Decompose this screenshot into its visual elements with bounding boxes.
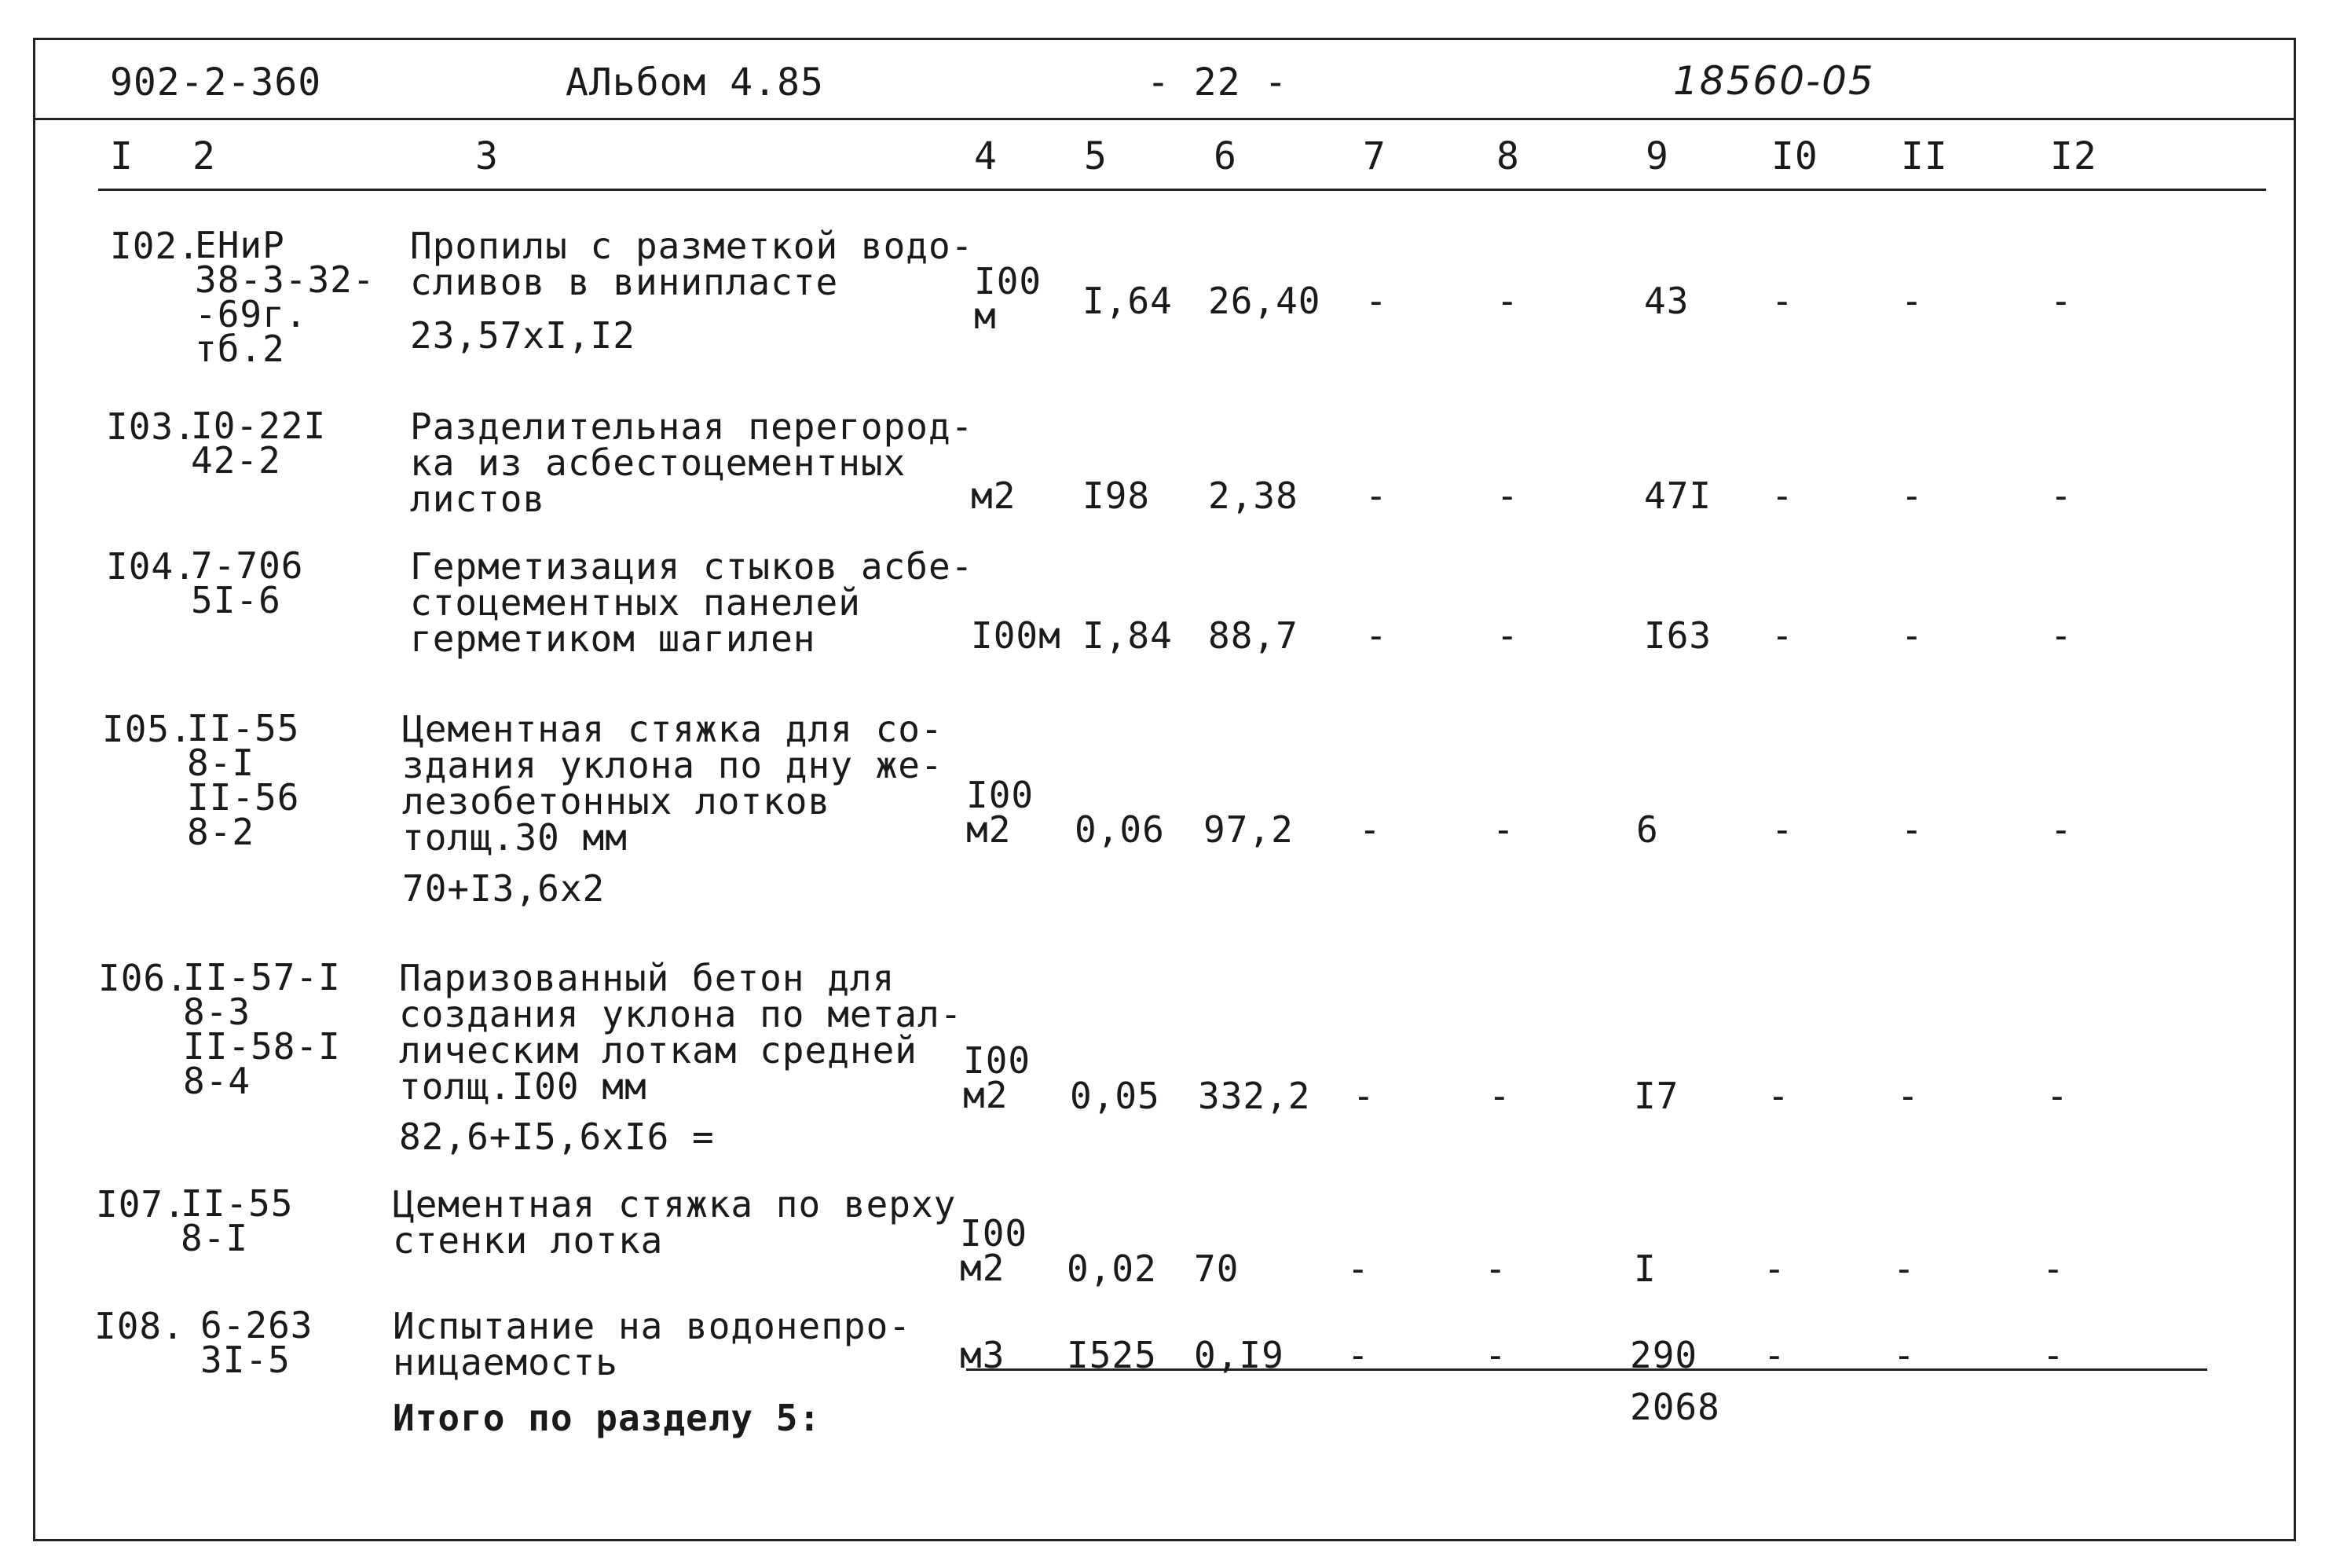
column-header-2: 2 xyxy=(192,134,216,178)
total-cost: 290 xyxy=(1630,1334,1698,1376)
quantity: I98 xyxy=(1082,474,1151,517)
column-12-value: - xyxy=(2042,1334,2065,1376)
work-description: Цементная стяжка для со- здания уклона по дну же- лезобетонных лотков толщ.30 мм xyxy=(402,708,943,859)
column-8-value: - xyxy=(1489,1075,1511,1117)
column-8-value: - xyxy=(1485,1247,1507,1290)
unit: I00 м xyxy=(974,260,1042,337)
archive-stamp: 18560-05 xyxy=(1673,58,1875,104)
quantity: I,84 xyxy=(1082,614,1173,657)
column-11-value: - xyxy=(1893,1334,1916,1376)
column-header-7: 7 xyxy=(1363,134,1386,178)
norm-code: I0-22I 42-2 xyxy=(191,405,327,482)
row-number: I06. xyxy=(98,957,189,999)
total-cost: I7 xyxy=(1634,1075,1679,1117)
section-total-value: 2068 xyxy=(1630,1386,1720,1428)
quantity-formula: 82,6+I5,6хI6 = xyxy=(399,1116,715,1158)
quantity-formula: 23,57хI,I2 xyxy=(410,314,635,357)
unit: м3 xyxy=(960,1334,1005,1376)
row-number: I07. xyxy=(96,1183,186,1225)
work-description: Разделительная перегород- ка из асбестоцементных листов xyxy=(410,405,974,520)
row-number: I04. xyxy=(106,545,196,588)
quantity: I525 xyxy=(1067,1334,1157,1376)
norm-code: ЕНиР 38-3-32- -69г. тб.2 xyxy=(195,224,375,370)
column-header-divider xyxy=(98,189,2266,191)
column-10-value: - xyxy=(1771,474,1794,517)
row-number: I03. xyxy=(106,405,196,448)
work-description: Паризованный бетон для создания уклона по метал- лическим лоткам средней толщ.I00 мм xyxy=(399,957,963,1108)
column-11-value: - xyxy=(1893,1247,1916,1290)
total-cost: I xyxy=(1634,1247,1657,1290)
quantity: 0,06 xyxy=(1075,808,1165,851)
column-10-value: - xyxy=(1771,614,1794,657)
column-12-value: - xyxy=(2050,474,2073,517)
column-12-value: - xyxy=(2050,808,2073,851)
norm-code: II-55 8-I xyxy=(181,1182,294,1259)
column-7-value: - xyxy=(1359,808,1382,851)
header-divider xyxy=(33,118,2294,120)
column-10-value: - xyxy=(1771,808,1794,851)
column-8-value: - xyxy=(1492,808,1515,851)
album-label: АЛьбом 4.85 xyxy=(566,60,824,104)
column-12-value: - xyxy=(2050,280,2073,322)
column-7-value: - xyxy=(1353,1075,1375,1117)
column-11-value: - xyxy=(1897,1075,1920,1117)
total-cost: 47I xyxy=(1644,474,1712,517)
norm-code: 7-706 5I-6 xyxy=(191,544,304,621)
page-number: - 22 - xyxy=(1147,60,1288,104)
unit: I00м xyxy=(971,614,1061,657)
unit: I00 м2 xyxy=(966,774,1035,851)
column-10-value: - xyxy=(1763,1334,1786,1376)
column-11-value: - xyxy=(1901,808,1924,851)
quantity: I,64 xyxy=(1082,280,1173,322)
total-cost: 43 xyxy=(1644,280,1690,322)
column-header-4: 4 xyxy=(974,134,998,178)
column-8-value: - xyxy=(1496,474,1519,517)
column-12-value: - xyxy=(2050,614,2073,657)
work-description: Пропилы с разметкой водо- сливов в винипласте xyxy=(410,225,974,303)
column-10-value: - xyxy=(1767,1075,1790,1117)
column-11-value: - xyxy=(1901,614,1924,657)
total-cost: I63 xyxy=(1644,614,1712,657)
document-code: 902-2-360 xyxy=(110,60,322,104)
column-11-value: - xyxy=(1901,474,1924,517)
unit: I00 м2 xyxy=(960,1212,1028,1289)
column-11-value: - xyxy=(1901,280,1924,322)
column-header-12: I2 xyxy=(2050,134,2097,178)
quantity: 0,02 xyxy=(1067,1247,1157,1290)
row-number: I08. xyxy=(94,1305,185,1347)
column-10-value: - xyxy=(1771,280,1794,322)
section-total-label: Итого по разделу 5: xyxy=(393,1397,822,1439)
unit-price: 70 xyxy=(1194,1247,1240,1290)
column-8-value: - xyxy=(1485,1334,1507,1376)
column-header-3: 3 xyxy=(475,134,499,178)
unit-price: 26,40 xyxy=(1208,280,1321,322)
column-header-11: II xyxy=(1901,134,1948,178)
quantity: 0,05 xyxy=(1070,1075,1160,1117)
column-10-value: - xyxy=(1763,1247,1786,1290)
column-7-value: - xyxy=(1365,280,1388,322)
column-7-value: - xyxy=(1347,1334,1370,1376)
work-description: Испытание на водонепро- ницаемость xyxy=(393,1305,911,1383)
column-8-value: - xyxy=(1496,614,1519,657)
work-description: Цементная стяжка по верху стенки лотка xyxy=(393,1183,957,1262)
column-header-9: 9 xyxy=(1646,134,1669,178)
column-7-value: - xyxy=(1347,1247,1370,1290)
norm-code: 6-263 3I-5 xyxy=(200,1304,313,1381)
norm-code: II-57-I 8-3 II-58-I 8-4 xyxy=(183,956,341,1102)
work-description: Герметизация стыков асбе- стоцементных панелей герметиком шагилен xyxy=(410,545,974,660)
column-header-6: 6 xyxy=(1214,134,1237,178)
unit: I00 м2 xyxy=(963,1039,1031,1116)
unit-price: 0,I9 xyxy=(1194,1334,1284,1376)
unit: м2 xyxy=(971,474,1016,517)
column-header-5: 5 xyxy=(1084,134,1108,178)
unit-price: 97,2 xyxy=(1203,808,1294,851)
total-cost: 6 xyxy=(1636,808,1659,851)
unit-price: 88,7 xyxy=(1208,614,1298,657)
quantity-formula: 70+I3,6х2 xyxy=(402,867,606,910)
column-7-value: - xyxy=(1365,614,1388,657)
column-12-value: - xyxy=(2042,1247,2065,1290)
column-header-8: 8 xyxy=(1496,134,1520,178)
row-number: I02. xyxy=(110,225,200,267)
column-8-value: - xyxy=(1496,280,1519,322)
column-7-value: - xyxy=(1365,474,1388,517)
unit-price: 2,38 xyxy=(1208,474,1298,517)
unit-price: 332,2 xyxy=(1198,1075,1311,1117)
row-number: I05. xyxy=(102,708,192,750)
norm-code: II-55 8-I II-56 8-2 xyxy=(187,707,300,853)
column-header-1: I xyxy=(110,134,134,178)
column-12-value: - xyxy=(2046,1075,2069,1117)
column-header-10: I0 xyxy=(1771,134,1818,178)
